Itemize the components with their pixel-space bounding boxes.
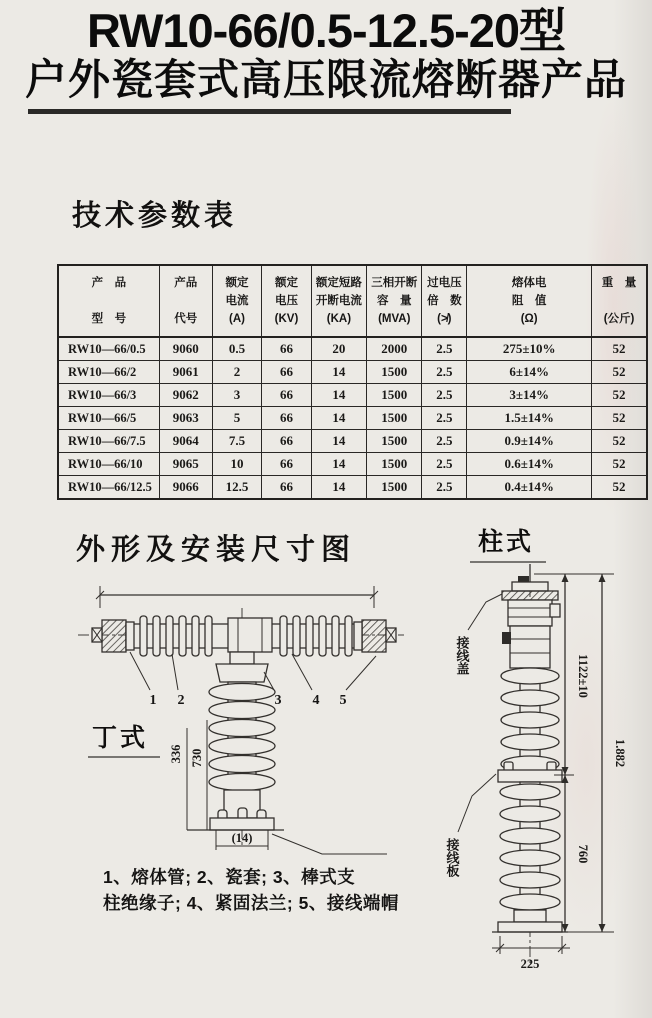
- upper-cylinder: [510, 626, 550, 668]
- dim-730: 730: [190, 748, 204, 768]
- tech-params-table: [57, 264, 648, 500]
- tech-params-heading: 技术参数表: [72, 200, 238, 232]
- center-mount-block: [228, 618, 272, 652]
- model-cell: RW10—66/3: [58, 384, 159, 407]
- dim-1122: 1122±10: [576, 654, 590, 698]
- upper-bracket: [502, 632, 511, 644]
- dim-760: 760: [576, 844, 590, 864]
- value-cell: 66: [262, 361, 311, 384]
- base-flange: [210, 818, 274, 830]
- terminal-cap: [502, 591, 558, 600]
- value-cell: 5: [212, 407, 261, 430]
- value-cell: 52: [592, 453, 647, 476]
- left-cap-flange: [126, 622, 134, 650]
- base-width-dim: [492, 936, 570, 954]
- value-cell: 9065: [159, 453, 212, 476]
- mounting-flange: [498, 770, 562, 782]
- value-cell: 14: [311, 361, 366, 384]
- value-cell: 1500: [367, 430, 422, 453]
- column-header: 额定 电流 (A): [212, 265, 261, 337]
- callout-5: 5: [339, 693, 347, 708]
- value-cell: 20: [311, 337, 366, 361]
- t-type-diagram: [52, 578, 452, 878]
- table-row: [58, 453, 647, 476]
- model-cell: RW10—66/7.5: [58, 430, 159, 453]
- base-leader-line: [272, 834, 387, 854]
- value-cell: 2.5: [422, 337, 467, 361]
- table-row: [58, 384, 647, 407]
- parts-legend: [103, 864, 443, 916]
- column-header: 额定短路 开断电流 (KA): [311, 265, 366, 337]
- cap-upper-plate: [512, 582, 548, 591]
- model-cell: RW10—66/5: [58, 407, 159, 430]
- title-line-1: RW10-66/0.5-12.5-20型: [86, 4, 566, 57]
- column-header: 额定 电压 (KV): [262, 265, 311, 337]
- value-cell: 7.5: [212, 430, 261, 453]
- value-cell: 0.4±14%: [467, 476, 592, 500]
- terminal-cover-label: 接线盖: [454, 636, 470, 675]
- right-cap-flange: [354, 622, 362, 650]
- right-end-cap: [362, 620, 386, 652]
- dim-336: 336: [169, 744, 183, 764]
- dim-extension-lines: [100, 586, 374, 608]
- value-cell: 6±14%: [467, 361, 592, 384]
- value-cell: 2.5: [422, 430, 467, 453]
- value-cell: 52: [592, 337, 647, 361]
- post-top-cap: [216, 664, 268, 682]
- value-cell: 1500: [367, 476, 422, 500]
- value-cell: 66: [262, 384, 311, 407]
- title-line-2: 户外瓷套式高压限流熔断器产品: [24, 56, 627, 103]
- column-type-diagram: [442, 518, 642, 988]
- cap-body: [508, 600, 552, 626]
- terminal-plate-leader: [458, 774, 496, 832]
- model-cell: RW10—66/2: [58, 361, 159, 384]
- upper-sheds: [501, 668, 559, 772]
- value-cell: 52: [592, 476, 647, 500]
- legend-line-1: 1、熔体管; 2、瓷套; 3、棒式支: [103, 867, 356, 887]
- table-row: [58, 430, 647, 453]
- value-cell: 14: [311, 453, 366, 476]
- value-cell: 9066: [159, 476, 212, 500]
- post-adapter: [230, 652, 254, 664]
- column-bottom-cap: [514, 910, 546, 922]
- height-dim-lines: [187, 720, 207, 830]
- table-body: [58, 337, 647, 499]
- dim-arrowheads: [562, 574, 606, 932]
- value-cell: 66: [262, 430, 311, 453]
- value-cell: 66: [262, 453, 311, 476]
- value-cell: 9062: [159, 384, 212, 407]
- value-cell: 66: [262, 476, 311, 500]
- value-cell: 14: [311, 476, 366, 500]
- value-cell: 9061: [159, 361, 212, 384]
- value-cell: 2.5: [422, 407, 467, 430]
- model-cell: RW10—66/0.5: [58, 337, 159, 361]
- value-cell: 1500: [367, 407, 422, 430]
- value-cell: 0.6±14%: [467, 453, 592, 476]
- callout-3: 3: [274, 693, 282, 708]
- table-row: [58, 407, 647, 430]
- value-cell: 2: [212, 361, 261, 384]
- column-type-label: 柱式: [478, 528, 535, 556]
- column-header: 重 量 (公斤): [592, 265, 647, 337]
- model-cell: RW10—66/12.5: [58, 476, 159, 500]
- value-cell: 2000: [367, 337, 422, 361]
- value-cell: 0.5: [212, 337, 261, 361]
- value-cell: 3: [212, 384, 261, 407]
- value-cell: 1500: [367, 384, 422, 407]
- value-cell: 0.9±14%: [467, 430, 592, 453]
- value-cell: 2.5: [422, 453, 467, 476]
- column-header: 产品 代号: [159, 265, 212, 337]
- value-cell: 2.5: [422, 476, 467, 500]
- value-cell: 66: [262, 407, 311, 430]
- table-header-row: [58, 265, 647, 337]
- value-cell: 1500: [367, 361, 422, 384]
- value-cell: 2.5: [422, 384, 467, 407]
- dim-225: 225: [520, 957, 540, 971]
- column-header: 过电压 倍 数 (≯): [422, 265, 467, 337]
- model-cell: RW10—66/10: [58, 453, 159, 476]
- value-cell: 14: [311, 384, 366, 407]
- column-header: 熔体电 阻 值 (Ω): [467, 265, 592, 337]
- value-cell: 14: [311, 430, 366, 453]
- callout-2: 2: [177, 693, 185, 708]
- callout-4: 4: [312, 693, 320, 708]
- table-row: [58, 361, 647, 384]
- legend-line-2: 柱绝缘子; 4、紧固法兰; 5、接线端帽: [103, 893, 399, 913]
- value-cell: 275±10%: [467, 337, 592, 361]
- terminal-plate-label: 接线板: [444, 838, 460, 877]
- page-title: [0, 6, 652, 104]
- value-cell: 9064: [159, 430, 212, 453]
- post-sheds: [209, 684, 275, 791]
- value-cell: 9060: [159, 337, 212, 361]
- value-cell: 3±14%: [467, 384, 592, 407]
- column-header: 产 品 型 号: [58, 265, 159, 337]
- column-header: 三相开断 容 量 (MVA): [367, 265, 422, 337]
- left-end-cap: [102, 620, 126, 652]
- value-cell: 1500: [367, 453, 422, 476]
- title-divider: [28, 109, 511, 114]
- value-cell: 10: [212, 453, 261, 476]
- table-row: [58, 337, 647, 361]
- dim-14: (14): [231, 831, 253, 845]
- t-type-label: 丁式: [92, 724, 149, 752]
- dim-1882: 1.882: [613, 738, 627, 768]
- value-cell: 52: [592, 407, 647, 430]
- value-cell: 12.5: [212, 476, 261, 500]
- cap-side-lug: [550, 604, 560, 617]
- value-cell: 52: [592, 361, 647, 384]
- callout-1: 1: [149, 693, 157, 708]
- column-base: [498, 922, 562, 932]
- value-cell: 52: [592, 430, 647, 453]
- table-row: [58, 476, 647, 500]
- value-cell: 52: [592, 384, 647, 407]
- value-cell: 66: [262, 337, 311, 361]
- dimensions-heading: 外形及安装尺寸图: [76, 534, 357, 566]
- value-cell: 14: [311, 407, 366, 430]
- value-cell: 2.5: [422, 361, 467, 384]
- value-cell: 9063: [159, 407, 212, 430]
- terminal-cover-leader: [468, 594, 502, 630]
- value-cell: 1.5±14%: [467, 407, 592, 430]
